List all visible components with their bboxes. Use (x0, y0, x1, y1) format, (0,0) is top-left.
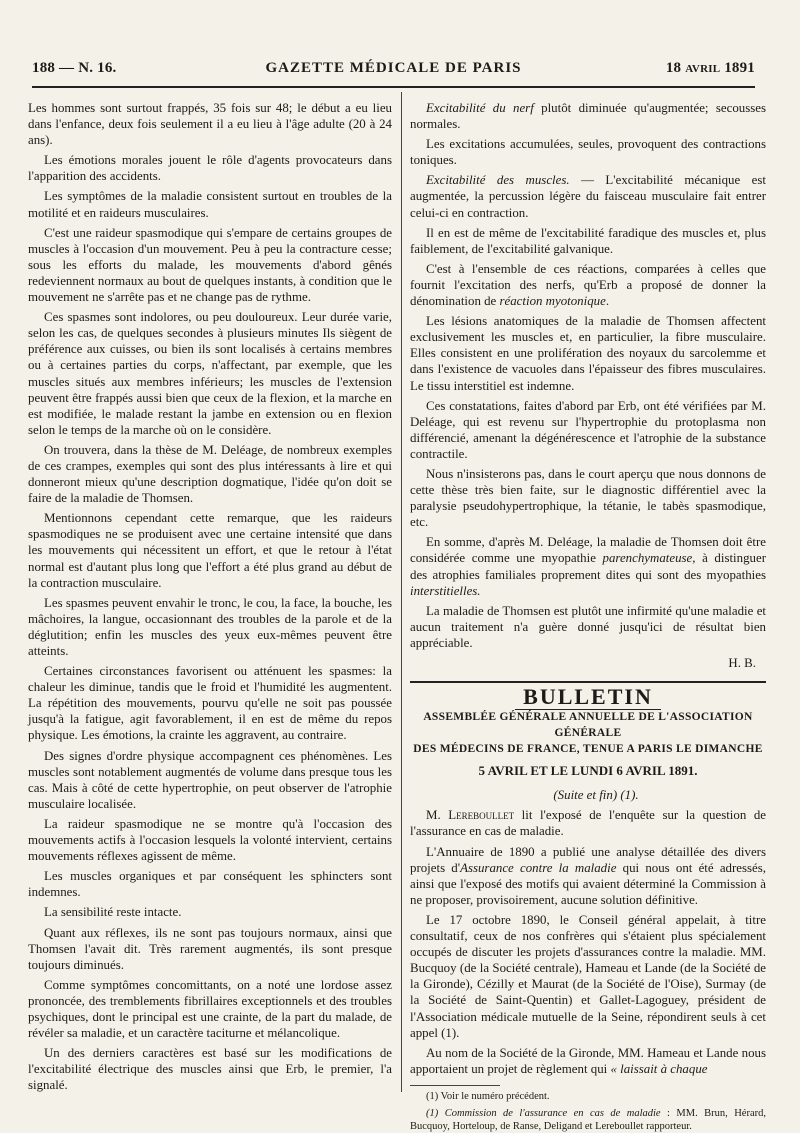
paragraph: Au nom de la Société de la Gironde, MM. Hameau et Lande nous apportaient un projet de règlement qui « laissait à chaque (410, 1045, 766, 1076)
paragraph: La sensibilité reste intacte. (44, 905, 182, 920)
paragraph: Excitabilité des muscles. — L'excitabilité mécanique est augmentée, la percussion légère du faisceau musculaire fait entrer celui-ci en contraction. (410, 173, 766, 220)
paragraph: Les spasmes peuvent envahir le tronc, le cou, la face, la bouche, les mâchoires, la langue, occasionnant des troubles de la parole et de la déglutition; enfin les muscles des yeux eux-mêmes peuvent être atteints. (28, 595, 392, 658)
paragraph: Les symptômes de la maladie consistent surtout en troubles de la motilité et en raideurs musculaires. (28, 189, 392, 220)
bulletin-subtitle: ASSEMBLÉE GÉNÉRALE ANNUELLE DE L'ASSOCIATION GÉNÉRALE DES MÉDECINS DE FRANCE, TENUE A PARIS LE DIMANCHE (413, 711, 763, 756)
section-rule (410, 681, 766, 683)
paragraph: Quant aux réflexes, ils ne sont pas toujours normaux, ainsi que Thomsen l'avait dit. Très rarement augmentés, ils sont presque toujours diminués. (28, 925, 392, 972)
paragraph: Les lésions anatomiques de la maladie de Thomsen affectent exclusivement les muscles et, en particulier, la fibre musculaire. Elles consistent en une prolifération des noyaux du sarcolemme et dans l'existence de vacuoles dans l'épaisseur des fibres musculaires. Le tissu interstitiel est indemne. (410, 314, 766, 393)
paragraph: Mentionnons cependant cette remarque, que les raideurs spasmodiques ne se produisent avec une certaine intensité que dans les mouvements qui nécessitent un effort, et que le retour à l'état normal est d'autant plus long que l'effort a été plus grand au début de la contraction musculaire. (28, 511, 392, 590)
paragraph: Ces constatations, faites d'abord par Erb, ont été vérifiées par M. Deléage, qui est revenu sur l'hypertrophie du protoplasma non différencié, amenant la dégénérescence et l'atrophie de la substance contractile. (410, 398, 766, 461)
page-number: 188 — N. 16. (32, 60, 117, 76)
paragraph: La maladie de Thomsen est plutôt une infirmité qu'une maladie et aucun traitement n'a guère donné jusqu'ici de résultat bien appréciable. (410, 603, 766, 650)
paragraph: Les émotions morales jouent le rôle d'agents provocateurs dans l'apparition des accidents. (28, 153, 392, 184)
bulletin-heading: BULLETIN (410, 689, 766, 705)
paragraph: L'Annuaire de 1890 a publié une analyse détaillée des divers projets d'Assurance contre la maladie qui nous ont été adressés, ainsi que l'exposé des motifs qui avaient déterminé la Commission à ne proposer, provisoirement, aucune solution définitive. (410, 844, 767, 907)
continued-note: (Suite et fin) (1). (553, 788, 639, 803)
paragraph: Des signes d'ordre physique accompagnent ces phénomènes. Les muscles sont notablement augmentés de volume dans presque tous les cas. Mais à côté de cette hypertrophie, on peut observer de l'atrophie musculaire localisée. (28, 748, 392, 811)
left-column (28, 100, 392, 1100)
issue-date: 18 AVRIL 1891 (665, 60, 755, 76)
paragraph: Un des derniers caractères est basé sur les modifications de l'excitabilité électrique des muscles ainsi que Erb, le premier, l'a signalé. (28, 1046, 392, 1093)
paragraph: Les hommes sont surtout frappés, 35 fois sur 48; le début a eu lieu dans l'enfance, deux fois seulement il a eu lieu à l'âge adulte (20 à 24 ans). (28, 101, 392, 148)
footnote: (1) Commission de l'assurance en cas de maladie : MM. Brun, Hérard, Bucquoy, Horteloup, de Ranse, Deligand et Lereboullet rapporteur. (410, 1107, 766, 1132)
paragraph: Nous n'insisterons pas, dans le court aperçu que nous donnons de cette thèse très bien faite, sur le diagnostic différentiel avec la paralysie pseudohypertrophique, la tétanie, le tabès spasmodique, etc. (410, 466, 766, 530)
paragraph: C'est une raideur spasmodique qui s'empare de certains groupes de muscles à l'occasion d'un mouvement. Peu à peu la contracture cesse; sous les efforts du malade, les mouvements d'abord gênés redeviennent normaux au bout de quelques instants, à condition que le mouvement ne s'arrête pas et ne change pas de rythme. (28, 225, 392, 305)
header-rule (32, 86, 755, 88)
footnote-rule (410, 1085, 500, 1086)
paragraph: C'est à l'ensemble de ces réactions, comparées à celles que fournit l'excitation des nerfs, qu'Erb a proposé de donner la dénomination de réaction myotonique. (410, 261, 766, 309)
paragraph: Comme symptômes concomittants, on a noté une lordose assez prononcée, des tremblements fibrillaires exceptionnels et des troubles psychiques, dont le principal est une crainte, de la part du malade, de révéler sa maladie, et un caractère taciturne et mélancolique. (28, 977, 392, 1041)
page-header (32, 60, 755, 82)
paragraph: Ces spasmes sont indolores, ou peu douloureux. Leur durée varie, selon les cas, de quelques secondes à plusieurs minutes Ils siègent de préférence aux cuisses, ou bien ils sont localisés à certains membres ou à certaines parties du corps, n'affectant, par exemple, que les muscles situés aux membres inférieurs; les muscles de l'extension peuvent être frappés aussi bien que ceux de la flexion, et la marche en est modifiée, le malade restant la jambe en extension ou en flexion selon le temps de la marche où on le considère. (28, 310, 392, 437)
paragraph: M. Lereboullet lit l'exposé de l'enquête sur la question de l'assurance en cas de maladie. (410, 808, 766, 839)
paragraph: On trouvera, dans la thèse de M. Deléage, de nombreux exemples de ces crampes, exemples qui sont des plus intéressants à lire et qui donneront mieux qu'une description dogmatique, l'idée qu'on doit se faire de la maladie de Thomsen. (28, 442, 392, 506)
right-column (410, 100, 767, 1132)
footnote: (1) Voir le numéro précédent. (426, 1090, 550, 1102)
paragraph: Les muscles organiques et par conséquent les sphincters sont indemnes. (28, 869, 392, 900)
paragraph: La raideur spasmodique ne se montre qu'à l'occasion des mouvements actifs à l'occasion lesquels la volonté intervient, certains mouvements réflexes agissent de même. (28, 816, 392, 864)
journal-title: GAZETTE MÉDICALE DE PARIS (265, 60, 522, 76)
bulletin-date: 5 AVRIL ET LE LUNDI 6 AVRIL 1891. (478, 763, 698, 779)
paragraph: Il en est de même de l'excitabilité faradique des muscles et, plus faiblement, de l'excitabilité galvanique. (410, 225, 766, 256)
paragraph: En somme, d'après M. Deléage, la maladie de Thomsen doit être considérée comme une myopathie parenchymateuse, à distinguer des atrophies familiales proprement dites qui sont des myopathies interstitielles. (410, 535, 766, 598)
paragraph: Les excitations accumulées, seules, provoquent des contractions toniques. (410, 137, 766, 168)
paragraph: Certaines circonstances favorisent ou atténuent les spasmes: la chaleur les diminue, tandis que le froid et l'humidité les augmentent. La répétition des mouvements, pourvu qu'elle ne soit pas poussée jusqu'à la fatigue, agit favorablement, il en est de même du repos physique. Les émotions, la crainte les aggravent, au contraire. (28, 664, 392, 743)
paragraph: Le 17 octobre 1890, le Conseil général appelait, à titre consultatif, ceux de nos confrères qui s'étaient plus spécialement occupés de discuter les projets d'assurances contre la maladie. MM. Bucquoy (de la Société centrale), Hameau et Lande (de la Société de la Gironde), Cézilly et Maurat (de la Société de l'Oise), Surmay (de la Société de Saint-Quentin) et Gallet-Lagoguey, président de l'Association médicale mutuelle de la Seine, répondirent seuls à cet appel (1). (410, 912, 766, 1040)
column-divider (401, 92, 402, 1092)
signature: H. B. (728, 656, 756, 670)
paragraph: Excitabilité du nerf plutôt diminuée qu'augmentée; secousses normales. (410, 101, 766, 132)
